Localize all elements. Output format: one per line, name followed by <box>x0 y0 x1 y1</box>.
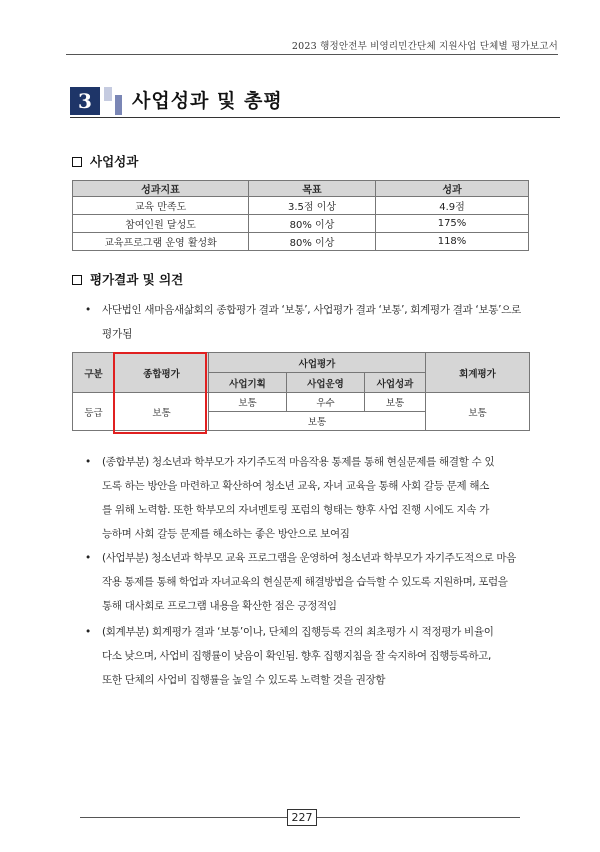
text-line: (종합부분) 청소년과 학부모가 자기주도적 마음작용 통제를 통해 현실문제를 해결할 수 있 <box>102 456 495 468</box>
bullet-dot-icon: • <box>85 456 92 468</box>
page-number: 227 <box>287 809 317 826</box>
result-header: 사업성과 <box>365 373 426 393</box>
plan-grade: 보통 <box>209 393 287 412</box>
section-number-badge: 3 <box>70 87 100 115</box>
performance-heading-text: 사업성과 <box>90 154 139 169</box>
bullet-dot-icon: • <box>85 552 92 564</box>
table-header-row <box>73 181 529 197</box>
checkbox-square-icon <box>72 275 82 285</box>
operation-grade: 우수 <box>287 393 365 412</box>
text-line: 평가됨 <box>102 328 133 340</box>
evaluation-heading <box>72 270 183 288</box>
bullet-dot-icon: • <box>85 626 92 638</box>
text-line: 다소 낮으며, 사업비 집행률이 낮음이 확인됨. 향후 집행지침을 잘 숙지하여 집행등록하고, <box>102 650 491 662</box>
running-header: 2023 행정안전부 비영리민간단체 지원사업 단체별 평가보고서 <box>291 41 558 52</box>
text-line: 능하며 사회 갈등 문제를 해소하는 좋은 방안으로 보여짐 <box>102 528 350 540</box>
table-row <box>73 197 529 215</box>
table-cell: 80% 이상 <box>249 215 376 233</box>
overall-grade: 보통 <box>115 393 209 431</box>
accounting-eval-header: 회계평가 <box>426 353 530 393</box>
text-line: 또한 단체의 사업비 집행률을 높일 수 있도록 노력할 것을 권장함 <box>102 674 386 686</box>
evaluation-heading-text: 평가결과 및 의견 <box>90 272 184 287</box>
section-decoration-block <box>115 95 122 115</box>
overall-eval-header: 종합평가 <box>115 353 209 393</box>
table-cell: 교육 만족도 <box>73 197 249 215</box>
table-cell: 4.9점 <box>376 197 529 215</box>
text-line: 사단법인 새마음새삶회의 종합평가 결과 ‘보통’, 사업평가 결과 ‘보통’, 회계평가 결과 ‘보통’으로 <box>102 304 521 316</box>
table-cell: 175% <box>376 215 529 233</box>
accounting-grade: 보통 <box>426 393 530 431</box>
text-line: 도록 하는 방안을 마련하고 확산하여 청소년 교육, 자녀 교육을 통해 사회 갈등 문제 해소 <box>102 480 490 492</box>
table-cell: 참여인원 달성도 <box>73 215 249 233</box>
checkbox-square-icon <box>72 157 82 167</box>
project-total-grade: 보통 <box>209 412 426 431</box>
text-line: (회계부분) 회계평가 결과 ‘보통’이나, 단체의 집행등록 건의 최초평가 시 적정평가 비율이 <box>102 626 494 638</box>
grade-label: 등급 <box>73 393 115 431</box>
table-cell: 80% 이상 <box>249 233 376 251</box>
evaluation-table <box>72 352 530 431</box>
text-line: 를 위해 노력함. 또한 학부모의 자녀멘토링 포럼의 형태는 향후 사업 진행 시에도 지속 가 <box>102 504 490 516</box>
text-line: 작용 통제를 통해 학업과 자녀교육의 현실문제 해결방법을 습득할 수 있도록 지원하며, 포럼을 <box>102 576 508 588</box>
text-line: (사업부분) 청소년과 학부모 교육 프로그램을 운영하여 청소년과 학부모가 자기주도적으로 마음 <box>102 552 516 564</box>
performance-table <box>72 180 529 251</box>
performance-heading <box>72 152 138 170</box>
gubun-header: 구분 <box>73 353 115 393</box>
table-cell: 118% <box>376 233 529 251</box>
result-grade: 보통 <box>365 393 426 412</box>
table-row <box>73 233 529 251</box>
section-title: 사업성과 및 총평 <box>132 90 283 112</box>
bullet-dot-icon: • <box>85 304 92 316</box>
plan-header: 사업기획 <box>209 373 287 393</box>
operation-header: 사업운영 <box>287 373 365 393</box>
section-title-rule <box>70 117 560 118</box>
column-header: 성과지표 <box>73 181 249 197</box>
section-decoration-block <box>104 87 112 101</box>
column-header: 성과 <box>376 181 529 197</box>
header-rule <box>66 54 558 55</box>
column-header: 목표 <box>249 181 376 197</box>
table-cell: 교육프로그램 운영 활성화 <box>73 233 249 251</box>
text-line: 통해 대사회로 프로그램 내용을 확산한 점은 긍정적임 <box>102 600 337 612</box>
project-eval-header: 사업평가 <box>209 353 426 373</box>
table-cell: 3.5점 이상 <box>249 197 376 215</box>
table-row <box>73 215 529 233</box>
